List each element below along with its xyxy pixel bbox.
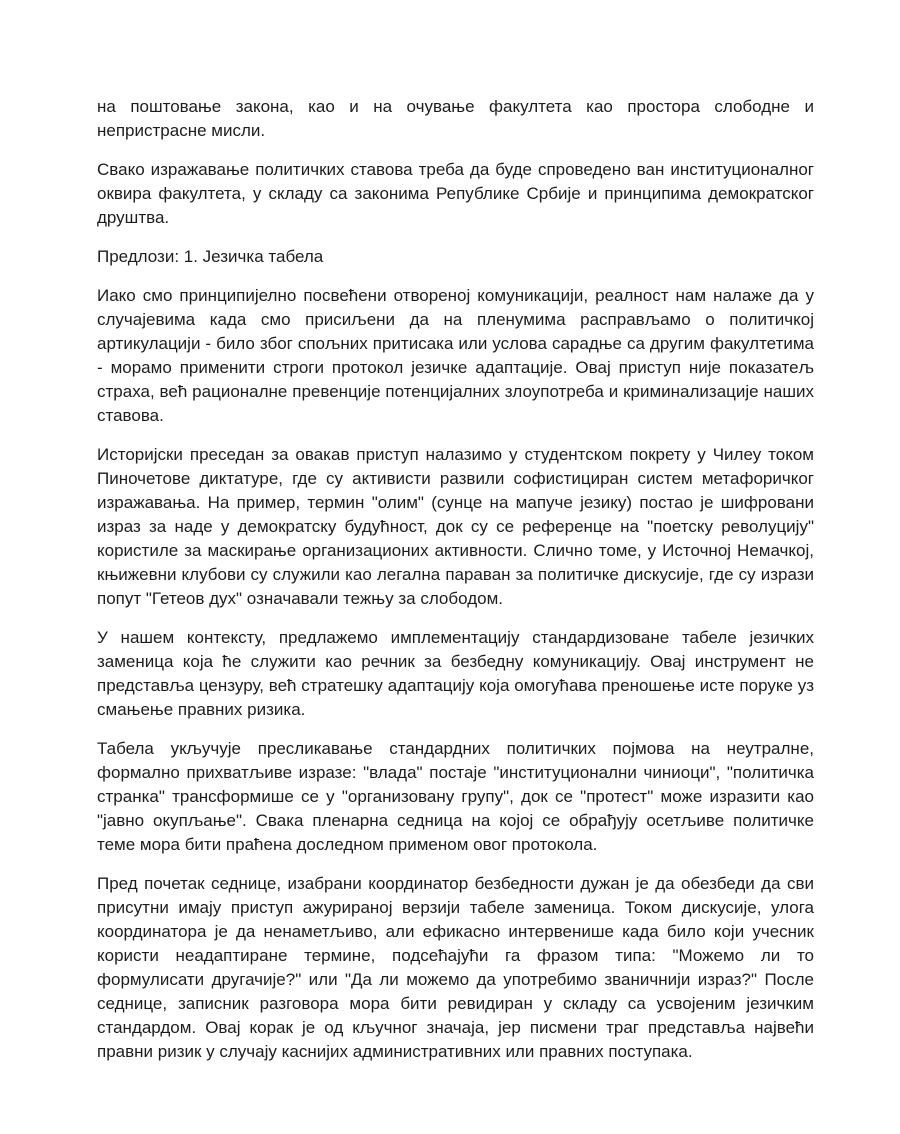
paragraph-principles: Иако смо принципијелно посвећени отвореној комуникацији, реалност нам налаже да у случајевима када смо присиљени да на пленумима расправљамо о политичкој артикулацији - било због спољних притисака или услова сарадње са другим факултетима - морамо применити строги протокол језичке адаптације. Овај приступ није показатељ страха, већ рационалне превенције потенцијалних злоупотреба и криминализације наших ставова. xyxy=(97,286,814,425)
proposals-line: Предлози: 1. Језичка табела xyxy=(97,247,324,266)
paragraph-our-context: У нашем контексту, предлажемо имплементацију стандардизоване табеле језичких заменица која ће служити као речник за безбедну комуникацију. Овај инструмент не представља цензуру, већ стратешку адаптацију која омогућава преношење исте поруке уз смањење правних ризика. xyxy=(97,628,814,719)
paragraph-coordinator-duties: Пред почетак седнице, изабрани координатор безбедности дужан је да обезбеди да сви присутни имају приступ ажурираној верзији табеле заменица. Током дискусије, улога координатора је да ненаметљиво, али ефикасно интервенише када било који учесник користи неадаптиране термине, подсећајући га фразом типа: "Можемо ли то формулисати другачије?" или "Да ли можемо да употребимо званичнији израз?" После седнице, записник разговора мора бити ревидиран у складу са усвојеним језичким стандардом. Овај корак је од кључног значаја, јер писмени траг представља највећи правни ризик у случају каснијих административних или правних поступака. xyxy=(97,874,814,1061)
paragraph-political-statements: Свако изражавање политичких ставова треба да буде спроведено ван институционалног оквира факултета, у складу са законима Републике Србије и принципима демократског друштва. xyxy=(97,160,814,227)
paragraph-historical-precedent: Историјски преседан за овакав приступ налазимо у студентском покрету у Чилеу током Пиночетове диктатуре, где су активисти развили софистициран систем метафоричког изражавања. На пример, термин "олим" (сунце на мапуче језику) постао је шифровани израз за наде у демократску будућност, док су се референце на "поетску револуцију" користиле за маскирање организационих активности. Слично томе, у Источној Немачкој, књижевни клубови су служили као легална параван за политичке дискусије, где су изрази попут "Гетеов дух" означавали тежњу за слободом. xyxy=(97,445,814,608)
paragraph-continuation: на поштовање закона, као и на очување факултета као простора слободне и непристрасне мисли. xyxy=(97,97,814,140)
paragraph-table-mapping: Табела укључује пресликавање стандардних политичких појмова на неутралне, формално прихватљиве изразе: "влада" постаје "институционални чиниоци", "политичка странка" трансформише се у "организовану групу", док се "протест" може изразити као "јавно окупљање". Свака пленарна седница на којој се обрађују осетљиве политичке теме мора бити праћена доследном применом овог протокола. xyxy=(97,739,814,854)
